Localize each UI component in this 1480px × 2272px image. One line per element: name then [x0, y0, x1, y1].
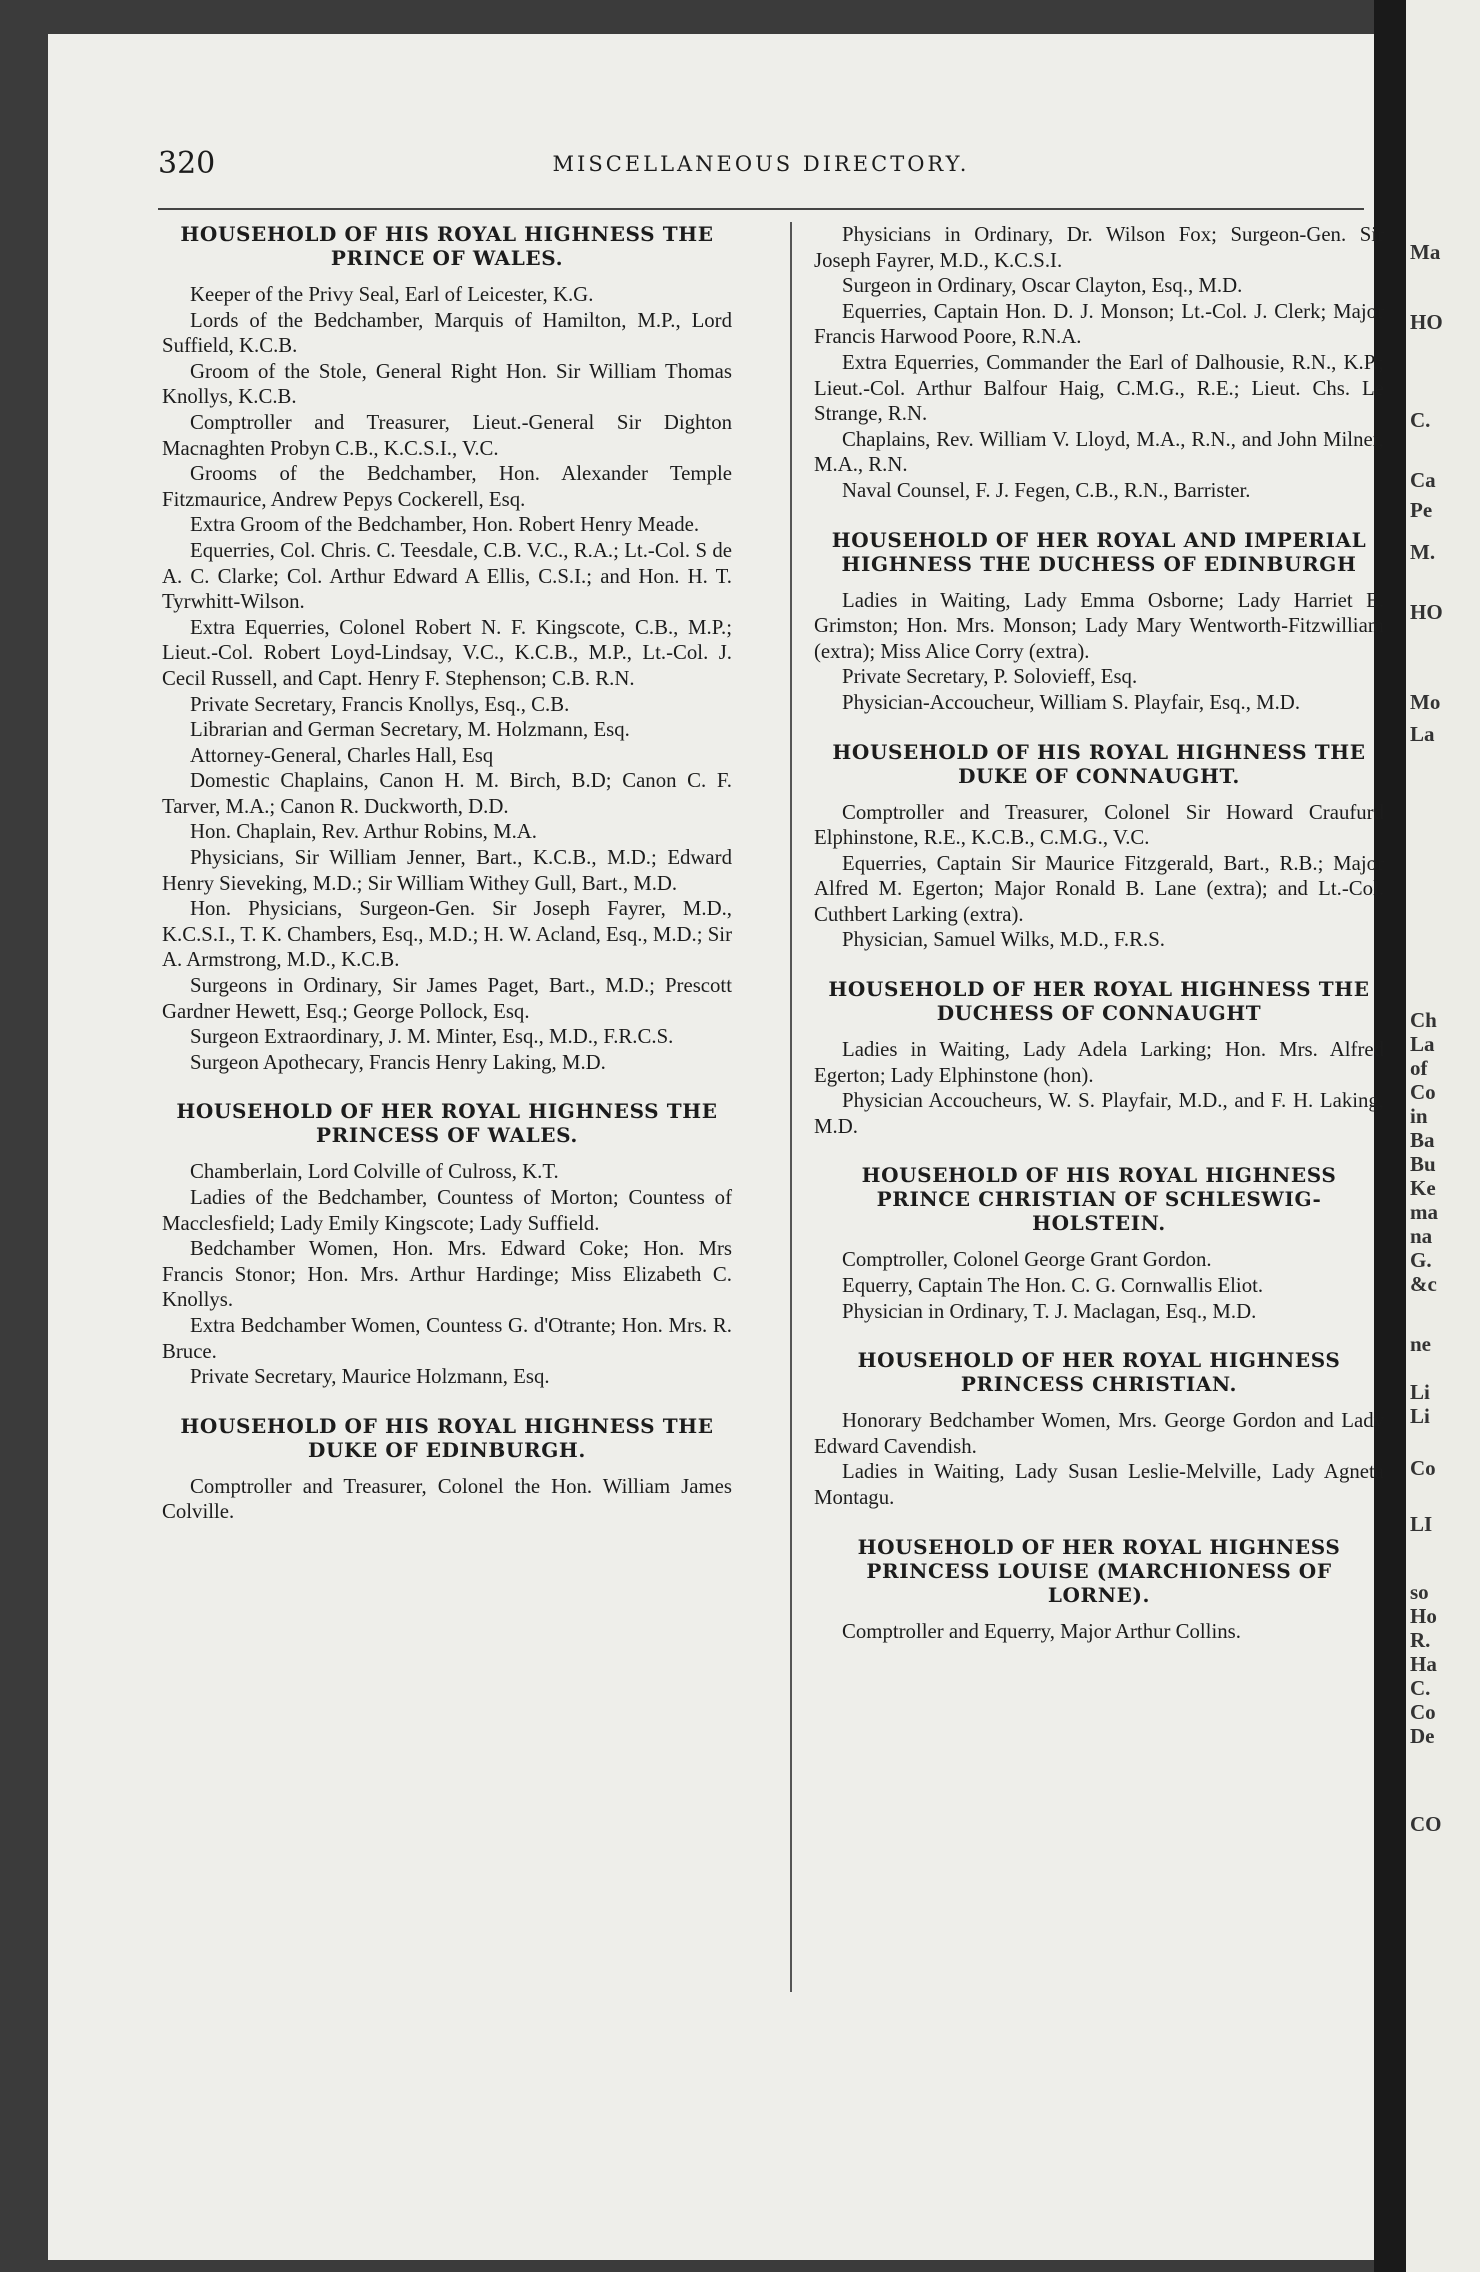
directory-entry: Private Secretary, Maurice Holzmann, Esq.	[190, 1365, 550, 1389]
household-section	[814, 1163, 1384, 1324]
next-page-fragment: Co	[1410, 1080, 1436, 1104]
household-section	[814, 1348, 1384, 1510]
next-page-fragment: Ma	[1410, 240, 1441, 264]
section-heading: HOUSEHOLD OF HER ROYAL HIGHNESS THE PRINCESS OF WALES.	[176, 1099, 718, 1148]
directory-entry: Hon. Physicians, Surgeon-Gen. Sir Joseph Fayrer, M.D., K.C.S.I., T. K. Chambers, Esq., M.D.; H. W. Acland, Esq., M.D.; Sir A. Armstrong, M.D., K.C.B.	[162, 897, 732, 972]
directory-entry: Comptroller and Treasurer, Colonel Sir Howard Craufurd Elphinstone, R.E., K.C.B., C.M.G., V.C.	[814, 800, 1384, 850]
next-page-fragment: C.	[1410, 408, 1431, 432]
next-page-fragment: Co	[1410, 1700, 1436, 1724]
next-page-fragment: in	[1410, 1104, 1428, 1128]
running-head	[158, 146, 1364, 186]
next-page-fragment: LI	[1410, 1512, 1433, 1536]
next-page-fragment: of	[1410, 1056, 1428, 1080]
directory-entry: Surgeon Extraordinary, J. M. Minter, Esq., M.D., F.R.C.S.	[190, 1025, 674, 1049]
column-divider	[790, 222, 792, 1992]
directory-entry: Extra Bedchamber Women, Countess G. d'Otrante; Hon. Mrs. R. Bruce.	[162, 1313, 732, 1363]
directory-entry: Hon. Chaplain, Rev. Arthur Robins, M.A.	[190, 820, 537, 844]
directory-entry: Comptroller and Treasurer, Lieut.-General Sir Dighton Macnaghten Probyn C.B., K.C.S.I., V.C.	[162, 410, 732, 460]
directory-entry: Chamberlain, Lord Colville of Culross, K.T.	[190, 1160, 559, 1184]
household-section	[814, 222, 1384, 504]
next-page-fragment: Ba	[1410, 1128, 1435, 1152]
next-page-fragment: so	[1410, 1580, 1429, 1604]
next-page-fragment: na	[1410, 1224, 1433, 1248]
directory-entry: Private Secretary, Francis Knollys, Esq., C.B.	[190, 692, 570, 716]
directory-entry: Chaplains, Rev. William V. Lloyd, M.A., R.N., and John Milner, M.A., R.N.	[814, 427, 1384, 477]
next-page-fragment: C.	[1410, 1676, 1431, 1700]
directory-entry: Physician in Ordinary, T. J. Maclagan, Esq., M.D.	[842, 1299, 1257, 1323]
next-page-fragment: R.	[1410, 1628, 1431, 1652]
directory-entry: Comptroller and Equerry, Major Arthur Collins.	[842, 1619, 1241, 1643]
directory-entry: Comptroller, Colonel George Grant Gordon.	[842, 1248, 1212, 1272]
section-heading: HOUSEHOLD OF HER ROYAL HIGHNESS THE DUCHESS OF CONNAUGHT	[828, 977, 1370, 1026]
directory-entry: Extra Equerries, Colonel Robert N. F. Kingscote, C.B., M.P.; Lieut.-Col. Robert Loyd-Lindsay, V.C., K.C.B., M.P., Lt.-Col. J. Cecil Russell, and Capt. Henry F. Stephenson; C.B. R.N.	[162, 615, 732, 690]
next-page-fragment: Ho	[1410, 1604, 1437, 1628]
section-heading: HOUSEHOLD OF HIS ROYAL HIGHNESS THE PRINCE OF WALES.	[180, 222, 714, 270]
next-page-fragment: Co	[1410, 1456, 1436, 1480]
header-rule	[158, 208, 1364, 210]
household-section	[162, 222, 732, 1075]
next-page-fragment: La	[1410, 722, 1435, 746]
directory-entry: Naval Counsel, F. J. Fegen, C.B., R.N., Barrister.	[842, 478, 1251, 502]
section-heading: HOUSEHOLD OF HIS ROYAL HIGHNESS THE DUKE OF EDINBURGH.	[180, 1413, 714, 1462]
next-page-fragment: Mo	[1410, 690, 1441, 714]
directory-entry: Physician, Samuel Wilks, M.D., F.R.S.	[842, 928, 1165, 952]
directory-entry: Equerry, Captain The Hon. C. G. Cornwallis Eliot.	[842, 1274, 1264, 1298]
directory-entry: Surgeon Apothecary, Francis Henry Laking, M.D.	[190, 1050, 606, 1074]
next-page-fragment: Ke	[1410, 1176, 1436, 1200]
next-page-fragment: CO	[1410, 1812, 1442, 1836]
directory-entry: Ladies of the Bedchamber, Countess of Morton; Countess of Macclesfield; Lady Emily Kingscote; Lady Suffield.	[162, 1186, 732, 1235]
directory-entry: Librarian and German Secretary, M. Holzmann, Esq.	[190, 718, 630, 742]
next-page-fragment: Li	[1410, 1380, 1430, 1404]
next-page-fragment: De	[1410, 1724, 1435, 1748]
directory-entry: Surgeon in Ordinary, Oscar Clayton, Esq., M.D.	[842, 274, 1243, 298]
left-column	[162, 222, 732, 1549]
directory-entry: Bedchamber Women, Hon. Mrs. Edward Coke; Hon. Mrs Francis Stonor; Hon. Mrs. Arthur Hardinge; Miss Elizabeth C. Knollys.	[162, 1237, 732, 1312]
directory-entry: Lords of the Bedchamber, Marquis of Hamilton, M.P., Lord Suffield, K.C.B.	[162, 308, 732, 358]
directory-entry: Equerries, Captain Hon. D. J. Monson; Lt.-Col. J. Clerk; Major Francis Harwood Poore, R.N.A.	[814, 299, 1384, 349]
directory-entry: Ladies in Waiting, Lady Susan Leslie-Melville, Lady Agneta Montagu.	[814, 1460, 1384, 1509]
directory-entry: Attorney-General, Charles Hall, Esq	[190, 743, 494, 767]
household-section	[814, 977, 1384, 1139]
next-page-edge	[1406, 0, 1480, 2272]
directory-entry: Ladies in Waiting, Lady Emma Osborne; Lady Harriet E. Grimston; Hon. Mrs. Monson; Lady Mary Wentworth-Fitzwilliam (extra); Miss Alice Corry (extra).	[814, 588, 1384, 663]
directory-entry: Ladies in Waiting, Lady Adela Larking; Hon. Mrs. Alfred Egerton; Lady Elphinstone (hon).	[814, 1038, 1384, 1087]
directory-entry: Honorary Bedchamber Women, Mrs. George Gordon and Lady Edward Cavendish.	[814, 1409, 1384, 1458]
directory-entry: Grooms of the Bedchamber, Hon. Alexander Temple Fitzmaurice, Andrew Pepys Cockerell, Esq.	[162, 462, 732, 511]
next-page-fragment: Pe	[1410, 498, 1433, 522]
directory-entry: Physician-Accoucheur, William S. Playfair, Esq., M.D.	[842, 690, 1301, 714]
directory-entry: Extra Equerries, Commander the Earl of Dalhousie, R.N., K.P.; Lieut.-Col. Arthur Balfour Haig, C.M.G., R.E.; Lieut. Chs. Le Strange, R.N.	[814, 350, 1384, 426]
section-heading: HOUSEHOLD OF HIS ROYAL HIGHNESS PRINCE CHRISTIAN OF SCHLESWIG-HOLSTEIN.	[861, 1163, 1337, 1236]
directory-entry: Groom of the Stole, General Right Hon. Sir William Thomas Knollys, K.C.B.	[162, 359, 732, 409]
household-section	[814, 740, 1384, 954]
directory-entry: Physicians, Sir William Jenner, Bart., K.C.B., M.D.; Edward Henry Sieveking, M.D.; Sir William Withey Gull, Bart., M.D.	[162, 846, 732, 895]
next-page-fragment: Ha	[1410, 1652, 1437, 1676]
section-heading: HOUSEHOLD OF HIS ROYAL HIGHNESS THE DUKE OF CONNAUGHT.	[832, 739, 1366, 788]
next-page-fragment: La	[1410, 1032, 1435, 1056]
next-page-fragment: M.	[1410, 540, 1436, 564]
directory-entry: Domestic Chaplains, Canon H. M. Birch, B.D; Canon C. F. Tarver, M.A.; Canon R. Duckworth, D.D.	[162, 769, 732, 818]
section-heading: HOUSEHOLD OF HER ROYAL AND IMPERIAL HIGHNESS THE DUCHESS OF EDINBURGH	[831, 527, 1367, 576]
right-column	[814, 222, 1384, 1668]
page-title: MISCELLANEOUS DIRECTORY.	[552, 152, 970, 176]
next-page-fragment: Li	[1410, 1404, 1430, 1428]
directory-entry: Keeper of the Privy Seal, Earl of Leicester, K.G.	[190, 283, 594, 306]
directory-entry: Equerries, Captain Sir Maurice Fitzgerald, Bart., R.B.; Major Alfred M. Egerton; Major Ronald B. Lane (extra); and Lt.-Col. Cuthbert Larking (extra).	[814, 851, 1384, 926]
household-section	[162, 1099, 732, 1389]
next-page-fragment: G.	[1410, 1248, 1432, 1272]
household-section	[814, 1535, 1384, 1645]
directory-entry: Private Secretary, P. Solovieff, Esq.	[842, 665, 1138, 689]
directory-entry: Extra Groom of the Bedchamber, Hon. Robert Henry Meade.	[190, 513, 700, 537]
next-page-fragment: &c	[1410, 1272, 1437, 1296]
next-page-fragment: Ca	[1410, 468, 1436, 492]
page-number: 320	[158, 146, 216, 181]
section-heading: HOUSEHOLD OF HER ROYAL HIGHNESS PRINCESS LOUISE (MARCHIONESS OF LORNE).	[857, 1534, 1341, 1607]
directory-entry: Comptroller and Treasurer, Colonel the Hon. William James Colville.	[162, 1474, 732, 1524]
section-heading: HOUSEHOLD OF HER ROYAL HIGHNESS PRINCESS CHRISTIAN.	[857, 1348, 1341, 1397]
household-section	[814, 528, 1384, 716]
next-page-fragment: ma	[1410, 1200, 1438, 1224]
directory-entry: Physicians in Ordinary, Dr. Wilson Fox; Surgeon-Gen. Sir Joseph Fayrer, M.D., K.C.S.I.	[814, 223, 1384, 272]
household-section	[162, 1414, 732, 1525]
next-page-fragment: Ch	[1410, 1008, 1437, 1032]
next-page-fragment: ne	[1410, 1332, 1431, 1356]
directory-entry: Surgeons in Ordinary, Sir James Paget, Bart., M.D.; Prescott Gardner Hewett, Esq.; George Pollock, Esq.	[162, 974, 732, 1023]
next-page-fragment: Bu	[1410, 1152, 1436, 1176]
directory-entry: Physician Accoucheurs, W. S. Playfair, M.D., and F. H. Laking, M.D.	[814, 1089, 1384, 1138]
next-page-fragment: HO	[1410, 600, 1443, 624]
directory-entry: Equerries, Col. Chris. C. Teesdale, C.B. V.C., R.A.; Lt.-Col. S de A. C. Clarke; Col. Arthur Edward A Ellis, C.S.I.; and Hon. H. T. Tyrwhitt-Wilson.	[162, 538, 732, 614]
next-page-fragment: HO	[1410, 310, 1443, 334]
